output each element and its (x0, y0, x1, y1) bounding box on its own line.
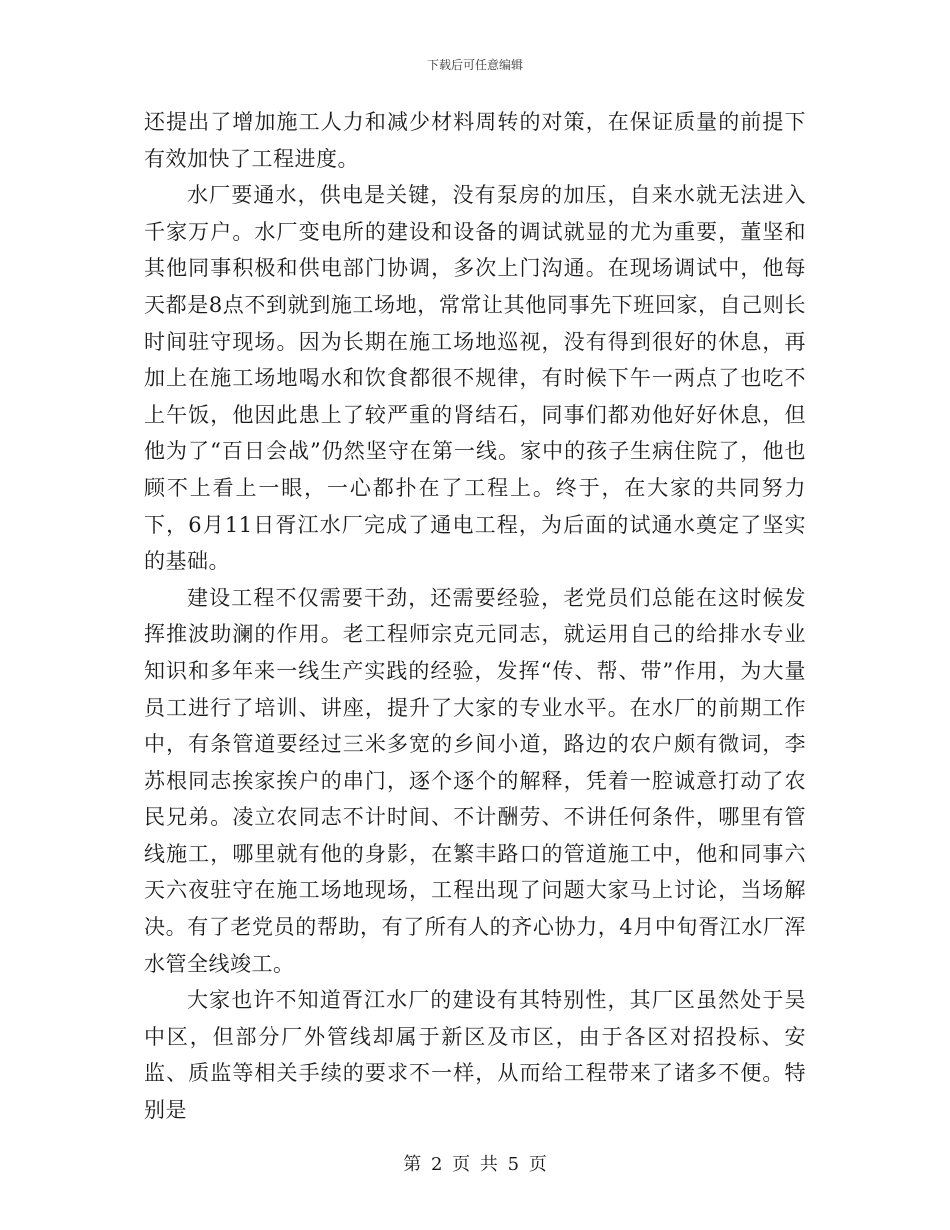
paragraph-2: 水厂要通水，供电是关键，没有泵房的加压，自来水就无法进入千家万户。水厂变电所的建设和设备的调试就显的尤为重要，董坚和其他同事积极和供电部门协调，多次上门沟通。在现场调试中，他每天都是8点不到就到施工场地，常常让其他同事先下班回家，自己则长时间驻守现场。因为长期在施工场地巡视，没有得到很好的休息，再加上在施工场地喝水和饮食都很不规律，有时候下午一两点了也吃不上午饭，他因此患上了较严重的肾结石，同事们都劝他好好休息，但他为了“百日会战”仍然坚守在第一线。家中的孩子生病住院了，他也顾不上看上一眼，一心都扑在了工程上。终于，在大家的共同努力下，6月11日胥江水厂完成了通电工程，为后面的试通水奠定了坚实的基础。 (144, 183, 806, 574)
page-number: 第 2 页 共 5 页 (403, 1154, 547, 1175)
document-body (144, 104, 806, 1129)
page-header: 下载后可任意编辑 (426, 58, 523, 72)
paragraph-1: 还提出了增加施工人力和减少材料周转的对策，在保证质量的前提下有效加快了工程进度。 (144, 110, 806, 171)
paragraph-3: 建设工程不仅需要干劲，还需要经验，老党员们总能在这时候发挥推波助澜的作用。老工程师宗克元同志，就运用自己的给排水专业知识和多年来一线生产实践的经验，发挥“传、帮、带”作用，为大量员工进行了培训、讲座，提升了大家的专业水平。在水厂的前期工作中，有条管道要经过三米多宽的乡间小道，路边的农户颇有微词，李苏根同志挨家挨户的串门，逐个逐个的解释，凭着一腔诚意打动了农民兄弟。凌立农同志不计时间、不计酬劳、不讲任何条件，哪里有管线施工，哪里就有他的身影，在繁丰路口的管道施工中，他和同事六天六夜驻守在施工场地现场，工程出现了问题大家马上讨论，当场解决。有了老党员的帮助，有了所有人的齐心协力，4月中旬胥江水厂浑水管全线竣工。 (144, 585, 806, 976)
paragraph-4: 大家也许不知道胥江水厂的建设有其特别性，其厂区虽然处于吴中区，但部分厂外管线却属于新区及市区，由于各区对招投标、安监、质监等相关手续的要求不一样，从而给工程带来了诸多不便。特别是 (144, 988, 806, 1123)
